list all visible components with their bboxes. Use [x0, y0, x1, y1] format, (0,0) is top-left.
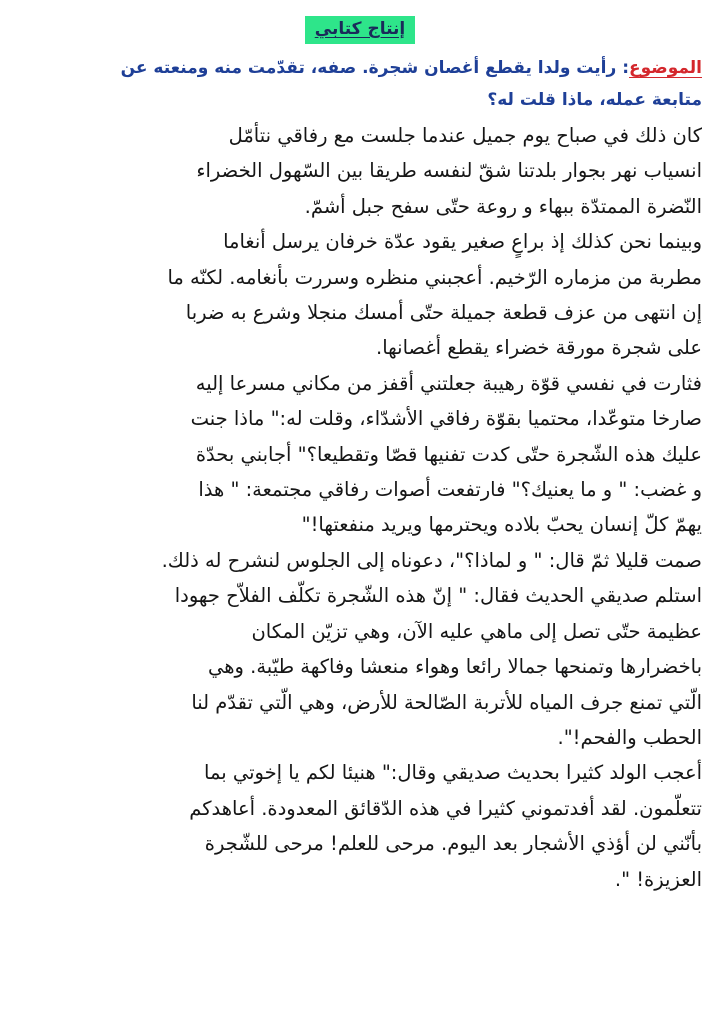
- essay-line: العزيزة! ".: [614, 867, 702, 891]
- essay-line: صارخا متوعّدا، محتميا بقوّة رفاقي الأشدّاء، وقلت له:" ماذا جنت: [190, 407, 702, 431]
- essay-line: صمت قليلا ثمّ قال: " و لماذا؟"، دعوناه إلى الجلوس لنشرح له ذلك.: [161, 548, 702, 572]
- essay-line: الّتي تمنع جرف المياه للأتربة الصّالحة للأرض، وهي الّتي تقدّم لنا: [191, 690, 702, 714]
- essay-line: مطربة من مزماره الرّخيم. أعجبني منظره وسررت بأنغامه. لكنّه ما: [167, 265, 702, 289]
- essay-line: عليك هذه الشّجرة حتّى كدت تفنيها قصّا وتقطيعا؟" أجابني بحدّة: [195, 442, 702, 466]
- subject-line: [18, 52, 702, 84]
- subject-line: متابعة عمله، ماذا قلت له؟: [487, 90, 702, 110]
- essay-line: وبينما نحن كذلك إذ براعٍ صغير يقود عدّة خرفان يرسل أنغاما: [223, 230, 702, 254]
- essay-line: عظيمة حتّى تصل إلى ماهي عليه الآن، وهي تزيّن المكان: [251, 619, 702, 643]
- essay-line: النّضرة الممتدّة ببهاء و روعة حتّى سفح جبل أشمّ.: [304, 194, 702, 218]
- essay-line: فثارت في نفسي قوّة رهيبة جعلتني أقفز من مكاني مسرعا إليه: [195, 371, 702, 395]
- essay-line: يهمّ كلّ إنسان يحبّ بلاده ويحترمها ويريد منفعتها!": [301, 513, 702, 537]
- essay-line: باخضرارها وتمنحها جمالا رائعا وهواء منعشا وفاكهة طيّبة. وهي: [208, 655, 702, 679]
- subject-block: [18, 52, 702, 116]
- title-container: [0, 16, 720, 44]
- essay-line: تتعلّمون. لقد أفدتموني كثيرا في هذه الدّقائق المعدودة. أعاهدكم: [189, 796, 702, 820]
- essay-line: على شجرة مورقة خضراء يقطع أغصانها.: [376, 336, 702, 360]
- essay-line: أعجب الولد كثيرا بحديث صديقي وقال:" هنيئا لكم يا إخوتي بما: [204, 761, 702, 785]
- essay-line: كان ذلك في صباح يوم جميل عندما جلست مع رفاقي نتأمّل: [228, 124, 702, 147]
- page-title: إنتاج كتابي: [305, 16, 416, 44]
- subject-label: الموضوع: [629, 58, 702, 78]
- essay-line: الحطب والفحم!".: [557, 725, 702, 749]
- essay-line: انسياب نهر بجوار بلدتنا شقّ لنفسه طريقا بين السّهول الخضراء: [196, 159, 702, 183]
- essay-line: إن انتهى من عزف قطعة جميلة حتّى أمسك منجلا وشرع به ضربا: [185, 301, 702, 325]
- essay-body: [18, 118, 702, 897]
- essay-line: و غضب: " و ما يعنيك؟" فارتفعت أصوات رفاقي مجتمعة: " هذا: [198, 478, 702, 502]
- subject-text: : رأيت ولدا يقطع أغصان شجرة. صفه، تقدّمت منه ومنعته عن: [120, 58, 630, 78]
- essay-line: استلم صديقي الحديث فقال: " إنّ هذه الشّجرة تكلّف الفلاّح جهودا: [174, 584, 702, 608]
- essay-line: بأنّني لن أؤذي الأشجار بعد اليوم. مرحى للعلم! مرحى للشّجرة: [204, 832, 702, 856]
